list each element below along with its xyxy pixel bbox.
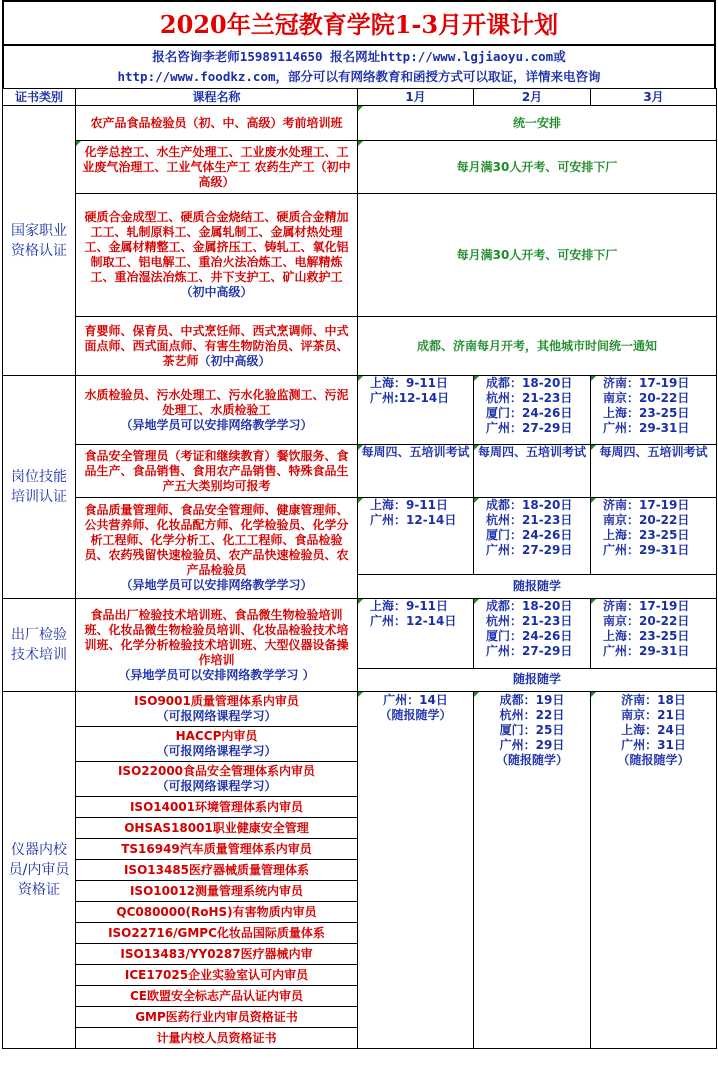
schedule-cell: 成都、济南每月开考，其他城市时间统一通知 (358, 317, 717, 376)
schedule-footer: 随报随学 (358, 575, 717, 599)
schedule-month-2 (474, 498, 591, 575)
course-cell: ICE17025企业实验室认可内审员 (76, 965, 358, 986)
schedule-line: 广州：29日 (499, 738, 565, 752)
schedule-line: 广州:12-14日 (370, 391, 450, 405)
schedule-month-3 (591, 498, 717, 575)
header-month-3: 3月 (591, 89, 717, 106)
course-cell: 食品安全管理员（考证和继续教育）餐饮服务、食品生产、食品销售、食用农产品销售、特殊食品生产五大类别均可报考 (76, 445, 358, 498)
schedule-line: 成都：19日 (499, 693, 565, 707)
course-text: HACCP内审员 (175, 729, 258, 743)
course-level: （初中高级） (180, 285, 253, 299)
schedule-line: 南京：21日 (621, 708, 686, 722)
category-auditor-certificate: 仪器内校员/内审员资格证 (3, 692, 76, 1049)
schedule-line: 厦门：25日 (499, 723, 565, 737)
course-level: （初中高级） (198, 353, 271, 368)
schedule-line: 广州：29-31日 (603, 644, 690, 658)
schedule-line: 广州：12-14日 (370, 513, 457, 527)
schedule-month-3 (591, 599, 717, 669)
category-factory-inspection: 出厂检验技术培训 (3, 599, 76, 692)
course-cell: ISO14001环境管理体系内审员 (76, 797, 358, 818)
schedule-footer: 随报随学 (358, 668, 717, 691)
schedule-line: 济南：17-19日 (603, 498, 690, 512)
header-month-2: 2月 (474, 89, 591, 106)
course-text: 食品出厂检验技术培训班、食品微生物检验培训班、化妆品微生物检验员培训、化妆品检验技术培训班、化学分析检验技术培训班、大型仪器设备操作培训 (84, 607, 349, 667)
course-cell (76, 599, 358, 692)
schedule-month-1 (358, 376, 474, 445)
schedule-line: （随报随学） (495, 753, 568, 767)
schedule-line: 广州：14日 (383, 693, 448, 707)
course-note: （异地学员可以安排网络教学学习） (120, 578, 313, 592)
schedule-cell: 每月满30人开考、可安排下厂 (358, 194, 717, 317)
course-cell (76, 194, 358, 317)
page-title: 2020年兰冠教育学院1-3月开课计划 (2, 0, 716, 46)
course-cell (76, 498, 358, 599)
schedule-month-3 (591, 376, 717, 445)
schedule-line: 上海：23-25日 (603, 629, 690, 643)
contact-line-2: http://www.foodkz.com，部分可以有网络教育和函授方式可以取证，详情来电咨询 (117, 69, 601, 84)
header-category: 证书类别 (3, 89, 76, 106)
course-cell (76, 376, 358, 445)
schedule-line: 广州：27-29日 (486, 543, 573, 557)
schedule-line: 厦门：24-26日 (486, 528, 573, 542)
schedule-month-1 (358, 599, 474, 669)
header-course: 课程名称 (76, 89, 358, 106)
table-row (3, 498, 717, 575)
course-cell: 化学总控工、水生产处理工、工业废水处理工、工业废气治理工、工业气体生产工 农药生产工（初中高级） (76, 141, 358, 194)
schedule-line: 广州：12-14日 (370, 614, 457, 628)
course-cell (76, 692, 358, 727)
table-row (3, 194, 717, 317)
course-cell (76, 762, 358, 797)
course-cell: 计量内校人员资格证书 (76, 1028, 358, 1049)
schedule-line: 上海：23-25日 (603, 528, 690, 542)
course-cell: 农产品食品检验员（初、中、高级）考前培训班 (76, 106, 358, 141)
course-note: （异地学员可以安排网络教学学习） (120, 417, 313, 432)
schedule-line: 济南：17-19日 (603, 376, 690, 390)
course-cell (76, 727, 358, 762)
schedule-month-1 (358, 692, 474, 1049)
schedule-month-2 (474, 692, 591, 1049)
course-text: 育婴师、保育员、中式烹饪师、西式烹调师、中式面点师、西式面点师、有害生物防治员、评茶员、茶艺师 (84, 323, 349, 368)
course-cell: OHSAS18001职业健康安全管理 (76, 818, 358, 839)
course-text: 硬质合金成型工、硬质合金烧结工、硬质合金精加工工、轧制原料工、金属轧制工、金属材热处理工、金属材精整工、金属挤压工、铸轧工、氧化铝制取工、铝电解工、重冶火法冶炼工、电解精炼工、重冶湿法冶炼工、井下支护工、矿山救护工 (84, 210, 349, 284)
schedule-month-3: 每周四、五培训考试 (591, 445, 717, 498)
course-cell: QC080000(RoHS)有害物质内审员 (76, 902, 358, 923)
course-text: 水质检验员、污水处理工、污水化验监测工、污泥处理工、水质检验工 (84, 387, 349, 417)
header-month-1: 1月 (358, 89, 474, 106)
table-row (3, 317, 717, 376)
schedule-line: 广州：31日 (621, 738, 686, 752)
table-row (3, 692, 717, 727)
schedule-line: 上海：24日 (621, 723, 686, 737)
table-row (3, 141, 717, 194)
course-text: ISO22000食品安全管理体系内审员 (117, 764, 316, 778)
schedule-line: 南京：20-22日 (603, 513, 690, 527)
schedule-line: 广州：29-31日 (603, 421, 690, 435)
contact-info (2, 46, 716, 88)
schedule-line: 成都：18-20日 (486, 498, 573, 512)
table-row (3, 599, 717, 669)
course-cell: ISO22716/GMPC化妆品国际质量体系 (76, 923, 358, 944)
schedule-line: 上海：9-11日 (370, 376, 449, 390)
schedule-line: 济南：18日 (621, 693, 686, 707)
schedule-line: 厦门：24-26日 (486, 629, 573, 643)
schedule-line: 厦门：24-26日 (486, 406, 573, 420)
course-text: 食品质量管理师、食品安全管理师、健康管理师、公共营养师、化妆品配方师、化学检验员、化学分析工程师、化学分析工、化工工程师、食品检验员、农药残留快速检验员、农产品快速检验员、农产品检验员 (84, 503, 349, 577)
schedule-line: 杭州：22日 (499, 708, 565, 722)
course-note: （可报网络课程学习） (156, 744, 277, 758)
schedule-month-2: 每周四、五培训考试 (474, 445, 591, 498)
schedule-month-1: 每周四、五培训考试 (358, 445, 474, 498)
schedule-line: 上海：9-11日 (370, 599, 449, 613)
course-cell: GMP医药行业内审员资格证书 (76, 1007, 358, 1028)
schedule-line: 广州：29-31日 (603, 543, 690, 557)
schedule-month-3 (591, 692, 717, 1049)
table-row (3, 445, 717, 498)
category-position-skill: 岗位技能培训认证 (3, 376, 76, 599)
schedule-cell: 统一安排 (358, 106, 717, 141)
schedule-line: （随报随学） (617, 753, 690, 767)
schedule-line: 广州：27-29日 (486, 644, 573, 658)
schedule-line: 广州：27-29日 (486, 421, 573, 435)
schedule-line: 成都：18-20日 (486, 376, 573, 390)
course-cell: TS16949汽车质量管理体系内审员 (76, 839, 358, 860)
schedule-line: （随报随学） (379, 708, 452, 722)
table-row (3, 376, 717, 445)
contact-line-1: 报名咨询李老师15989114650 报名网址http://www.lgjiaoyu.com或 (152, 49, 566, 64)
schedule-line: 上海：9-11日 (370, 498, 449, 512)
category-national-qualification: 国家职业资格认证 (3, 106, 76, 376)
course-note: （异地学员可以安排网络教学学习 ） (118, 667, 315, 682)
course-cell: CE欧盟安全标志产品认证内审员 (76, 986, 358, 1007)
course-note: （可报网络课程学习） (156, 779, 277, 793)
schedule-table (2, 88, 717, 1049)
course-cell: ISO13483/YY0287医疗器械内审 (76, 944, 358, 965)
schedule-line: 上海：23-25日 (603, 406, 690, 420)
schedule-line: 南京：20-22日 (603, 614, 690, 628)
course-text: ISO9001质量管理体系内审员 (134, 694, 299, 708)
schedule-line: 南京：20-22日 (603, 391, 690, 405)
table-header-row (3, 89, 717, 106)
course-cell (76, 317, 358, 376)
schedule-line: 杭州：21-23日 (486, 391, 573, 405)
course-cell: ISO10012测量管理系统内审员 (76, 881, 358, 902)
table-row (3, 106, 717, 141)
schedule-month-2 (474, 599, 591, 669)
schedule-line: 成都：18-20日 (486, 599, 573, 613)
schedule-month-2 (474, 376, 591, 445)
schedule-line: 杭州：21-23日 (486, 513, 573, 527)
schedule-month-1 (358, 498, 474, 575)
schedule-line: 济南：17-19日 (603, 599, 690, 613)
course-cell: ISO13485医疗器械质量管理体系 (76, 860, 358, 881)
course-note: （可报网络课程学习） (156, 709, 277, 723)
schedule-cell: 每月满30人开考、可安排下厂 (358, 141, 717, 194)
schedule-line: 杭州：21-23日 (486, 614, 573, 628)
